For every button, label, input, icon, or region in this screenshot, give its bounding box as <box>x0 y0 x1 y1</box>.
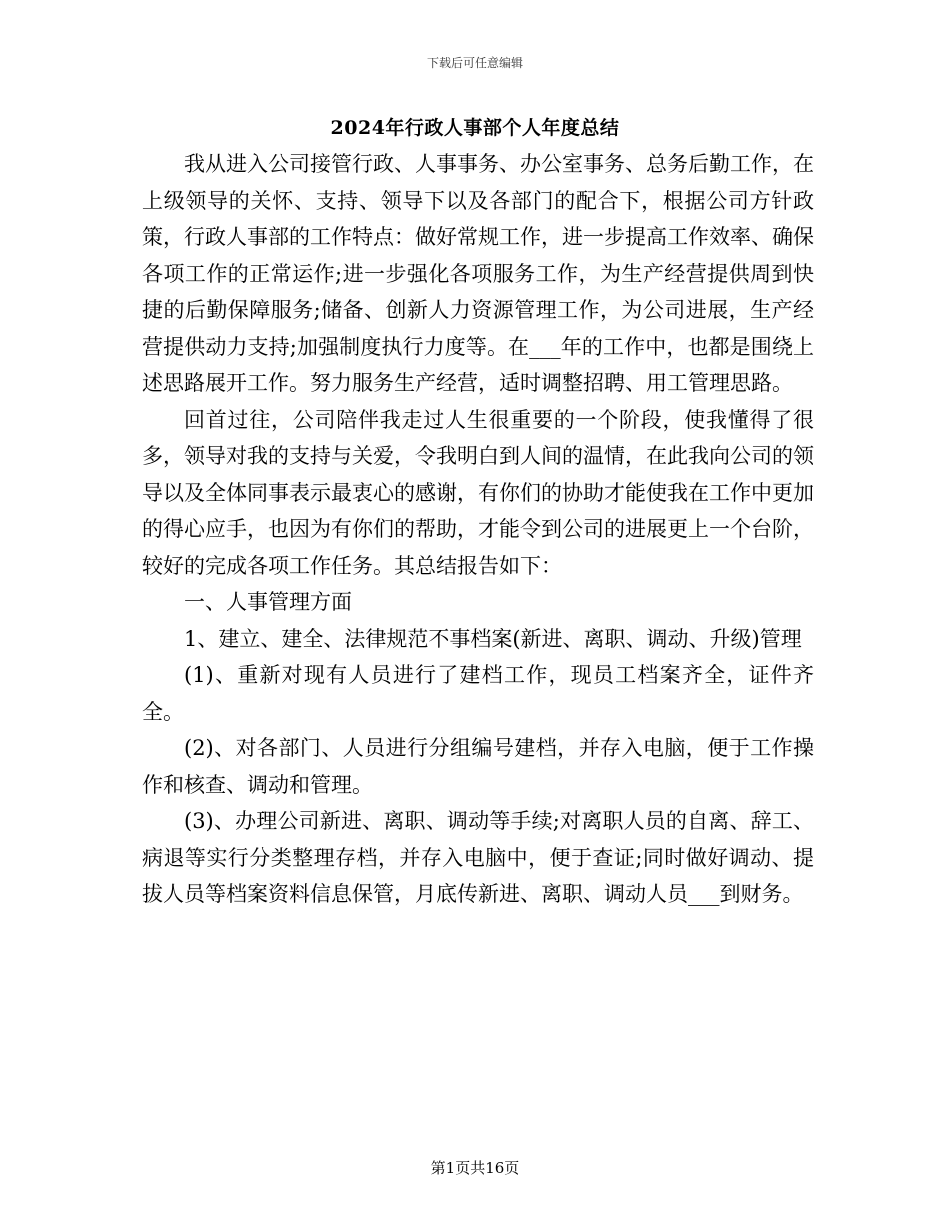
document-title: 2024年行政人事部个人年度总结 <box>330 117 620 139</box>
section-heading: 一、人事管理方面 <box>184 590 352 614</box>
paragraph-review: 回首过往，公司陪伴我走过人生很重要的一个阶段，使我懂得了很多，领导对我的支持与关爱，令我明白到人间的温情，在此我向公司的领导以及全体同事表示最衷心的感谢，有你们的协助才能使我在工作中更加的得心应手，也因为有你们的帮助，才能令到公司的进展更上一个台阶，较好的完成各项工作任务。其总结报告如下： <box>142 407 814 578</box>
header-note: 下载后可任意编辑 <box>426 56 523 70</box>
page-indicator: 第1页共16页 <box>430 1159 520 1177</box>
list-item: 1、建立、建全、法律规范不事档案(新进、离职、调动、升级)管理 <box>184 626 802 651</box>
document-body <box>142 146 814 913</box>
list-item: (2)、对各部门、人员进行分组编号建档，并存入电脑，便于工作操作和核查、调动和管理。 <box>142 736 814 797</box>
list-item: (1)、重新对现有人员进行了建档工作，现员工档案齐全，证件齐全。 <box>142 663 814 724</box>
paragraph-intro: 我从进入公司接管行政、人事事务、办公室事务、总务后勤工作，在上级领导的关怀、支持、领导下以及各部门的配合下，根据公司方针政策，行政人事部的工作特点：做好常规工作，进一步提高工作效率、确保各项工作的正常运作;进一步强化各项服务工作，为生产经营提供周到快捷的后勤保障服务;储备、创新人力资源管理工作，为公司进展，生产经营提供动力支持;加强制度执行力度等。在___年的工作中，也都是围绕上述思路展开工作。努力服务生产经营，适时调整招聘、用工管理思路。 <box>142 152 814 395</box>
list-item: (3)、办理公司新进、离职、调动等手续;对离职人员的自离、辞工、病退等实行分类整理存档，并存入电脑中，便于查证;同时做好调动、提拔人员等档案资料信息保管，月底传新进、离职、调动人员___到财务。 <box>142 809 814 906</box>
